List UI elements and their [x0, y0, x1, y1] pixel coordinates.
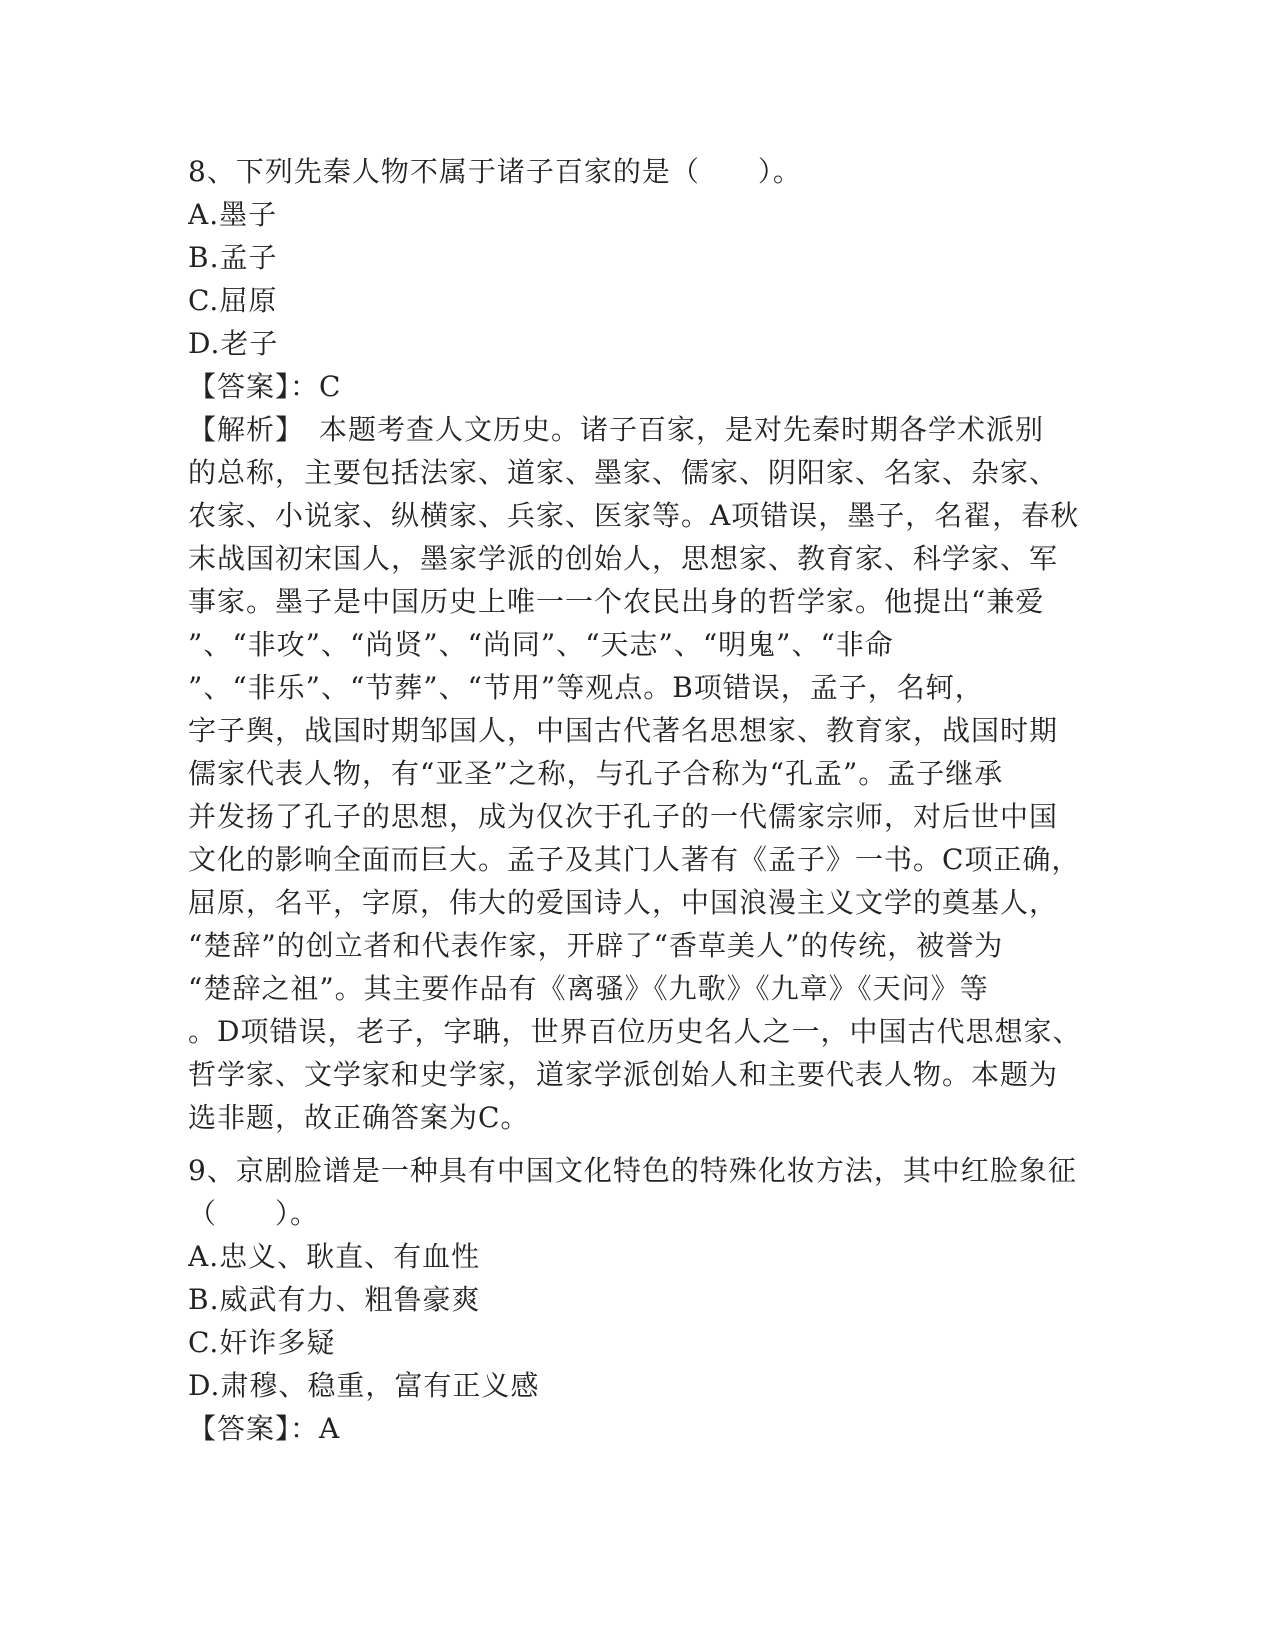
document-page — [188, 150, 1093, 1450]
analysis-paragraph — [188, 408, 1093, 1139]
analysis-line: 屈原，名平，字原，伟大的爱国诗人，中国浪漫主义文学的奠基人， — [188, 886, 1059, 919]
option-c: C.奸诈多疑 — [188, 1326, 336, 1359]
question-stem-continuation: （ ）。 — [188, 1197, 320, 1230]
analysis-line: ”、“非攻”、“尚贤”、“尚同”、“天志”、“明鬼”、“非命 — [188, 628, 894, 661]
analysis-line: 事家。墨子是中国历史上唯一一个农民出身的哲学家。他提出“兼爱 — [188, 585, 1045, 618]
analysis-line: 【解析】 本题考查人文历史。诸子百家，是对先秦时期各学术派别 — [188, 413, 1045, 446]
answer-line: 【答案】：C — [188, 370, 342, 403]
analysis-line: 儒家代表人物，有“亚圣”之称，与孔子合称为“孔孟”。孟子继承 — [188, 757, 1004, 790]
analysis-line: 农家、小说家、纵横家、兵家、医家等。A项错误，墨子，名翟，春秋 — [188, 499, 1080, 532]
analysis-line: “楚辞”的创立者和代表作家，开辟了“香草美人”的传统，被誉为 — [188, 929, 1004, 962]
option-a: A.墨子 — [188, 198, 278, 231]
analysis-line: 末战国初宋国人，墨家学派的创始人，思想家、教育家、科学家、军 — [188, 542, 1059, 575]
analysis-line: 选非题，故正确答案为C。 — [188, 1101, 530, 1134]
analysis-line: 哲学家、文学家和史学家，道家学派创始人和主要代表人物。本题为 — [188, 1058, 1059, 1091]
option-d: D.肃穆、稳重，富有正义感 — [188, 1369, 540, 1402]
option-b: B.威武有力、粗鲁豪爽 — [188, 1283, 481, 1316]
analysis-line: ”、“非乐”、“节葬”、“节用”等观点。B项错误，孟子，名轲， — [188, 671, 984, 704]
analysis-line: 。D项错误，老子，字聃，世界百位历史名人之一，中国古代思想家、 — [188, 1015, 1082, 1048]
analysis-line: 文化的影响全面而巨大。孟子及其门人著有《孟子》一书。C项正确， — [188, 843, 1081, 876]
question-9 — [188, 1149, 1093, 1450]
question-8 — [188, 150, 1093, 1139]
analysis-line: 字子舆，战国时期邹国人，中国古代著名思想家、教育家，战国时期 — [188, 714, 1059, 747]
option-c: C.屈原 — [188, 284, 278, 317]
answer-line: 【答案】：A — [188, 1412, 341, 1445]
option-d: D.老子 — [188, 327, 279, 360]
option-a: A.忠义、耿直、有血性 — [188, 1240, 481, 1273]
analysis-line: 并发扬了孔子的思想，成为仅次于孔子的一代儒家宗师，对后世中国 — [188, 800, 1059, 833]
question-stem: 9、京剧脸谱是一种具有中国文化特色的特殊化妆方法，其中红脸象征 — [188, 1154, 1077, 1187]
question-separator — [188, 1139, 1093, 1149]
analysis-line: 的总称，主要包括法家、道家、墨家、儒家、阴阳家、名家、杂家、 — [188, 456, 1059, 489]
option-b: B.孟子 — [188, 241, 278, 274]
question-stem: 8、下列先秦人物不属于诸子百家的是（ ）。 — [188, 155, 802, 188]
analysis-line: “楚辞之祖”。其主要作品有《离骚》《九歌》《九章》《天问》等 — [188, 972, 989, 1005]
